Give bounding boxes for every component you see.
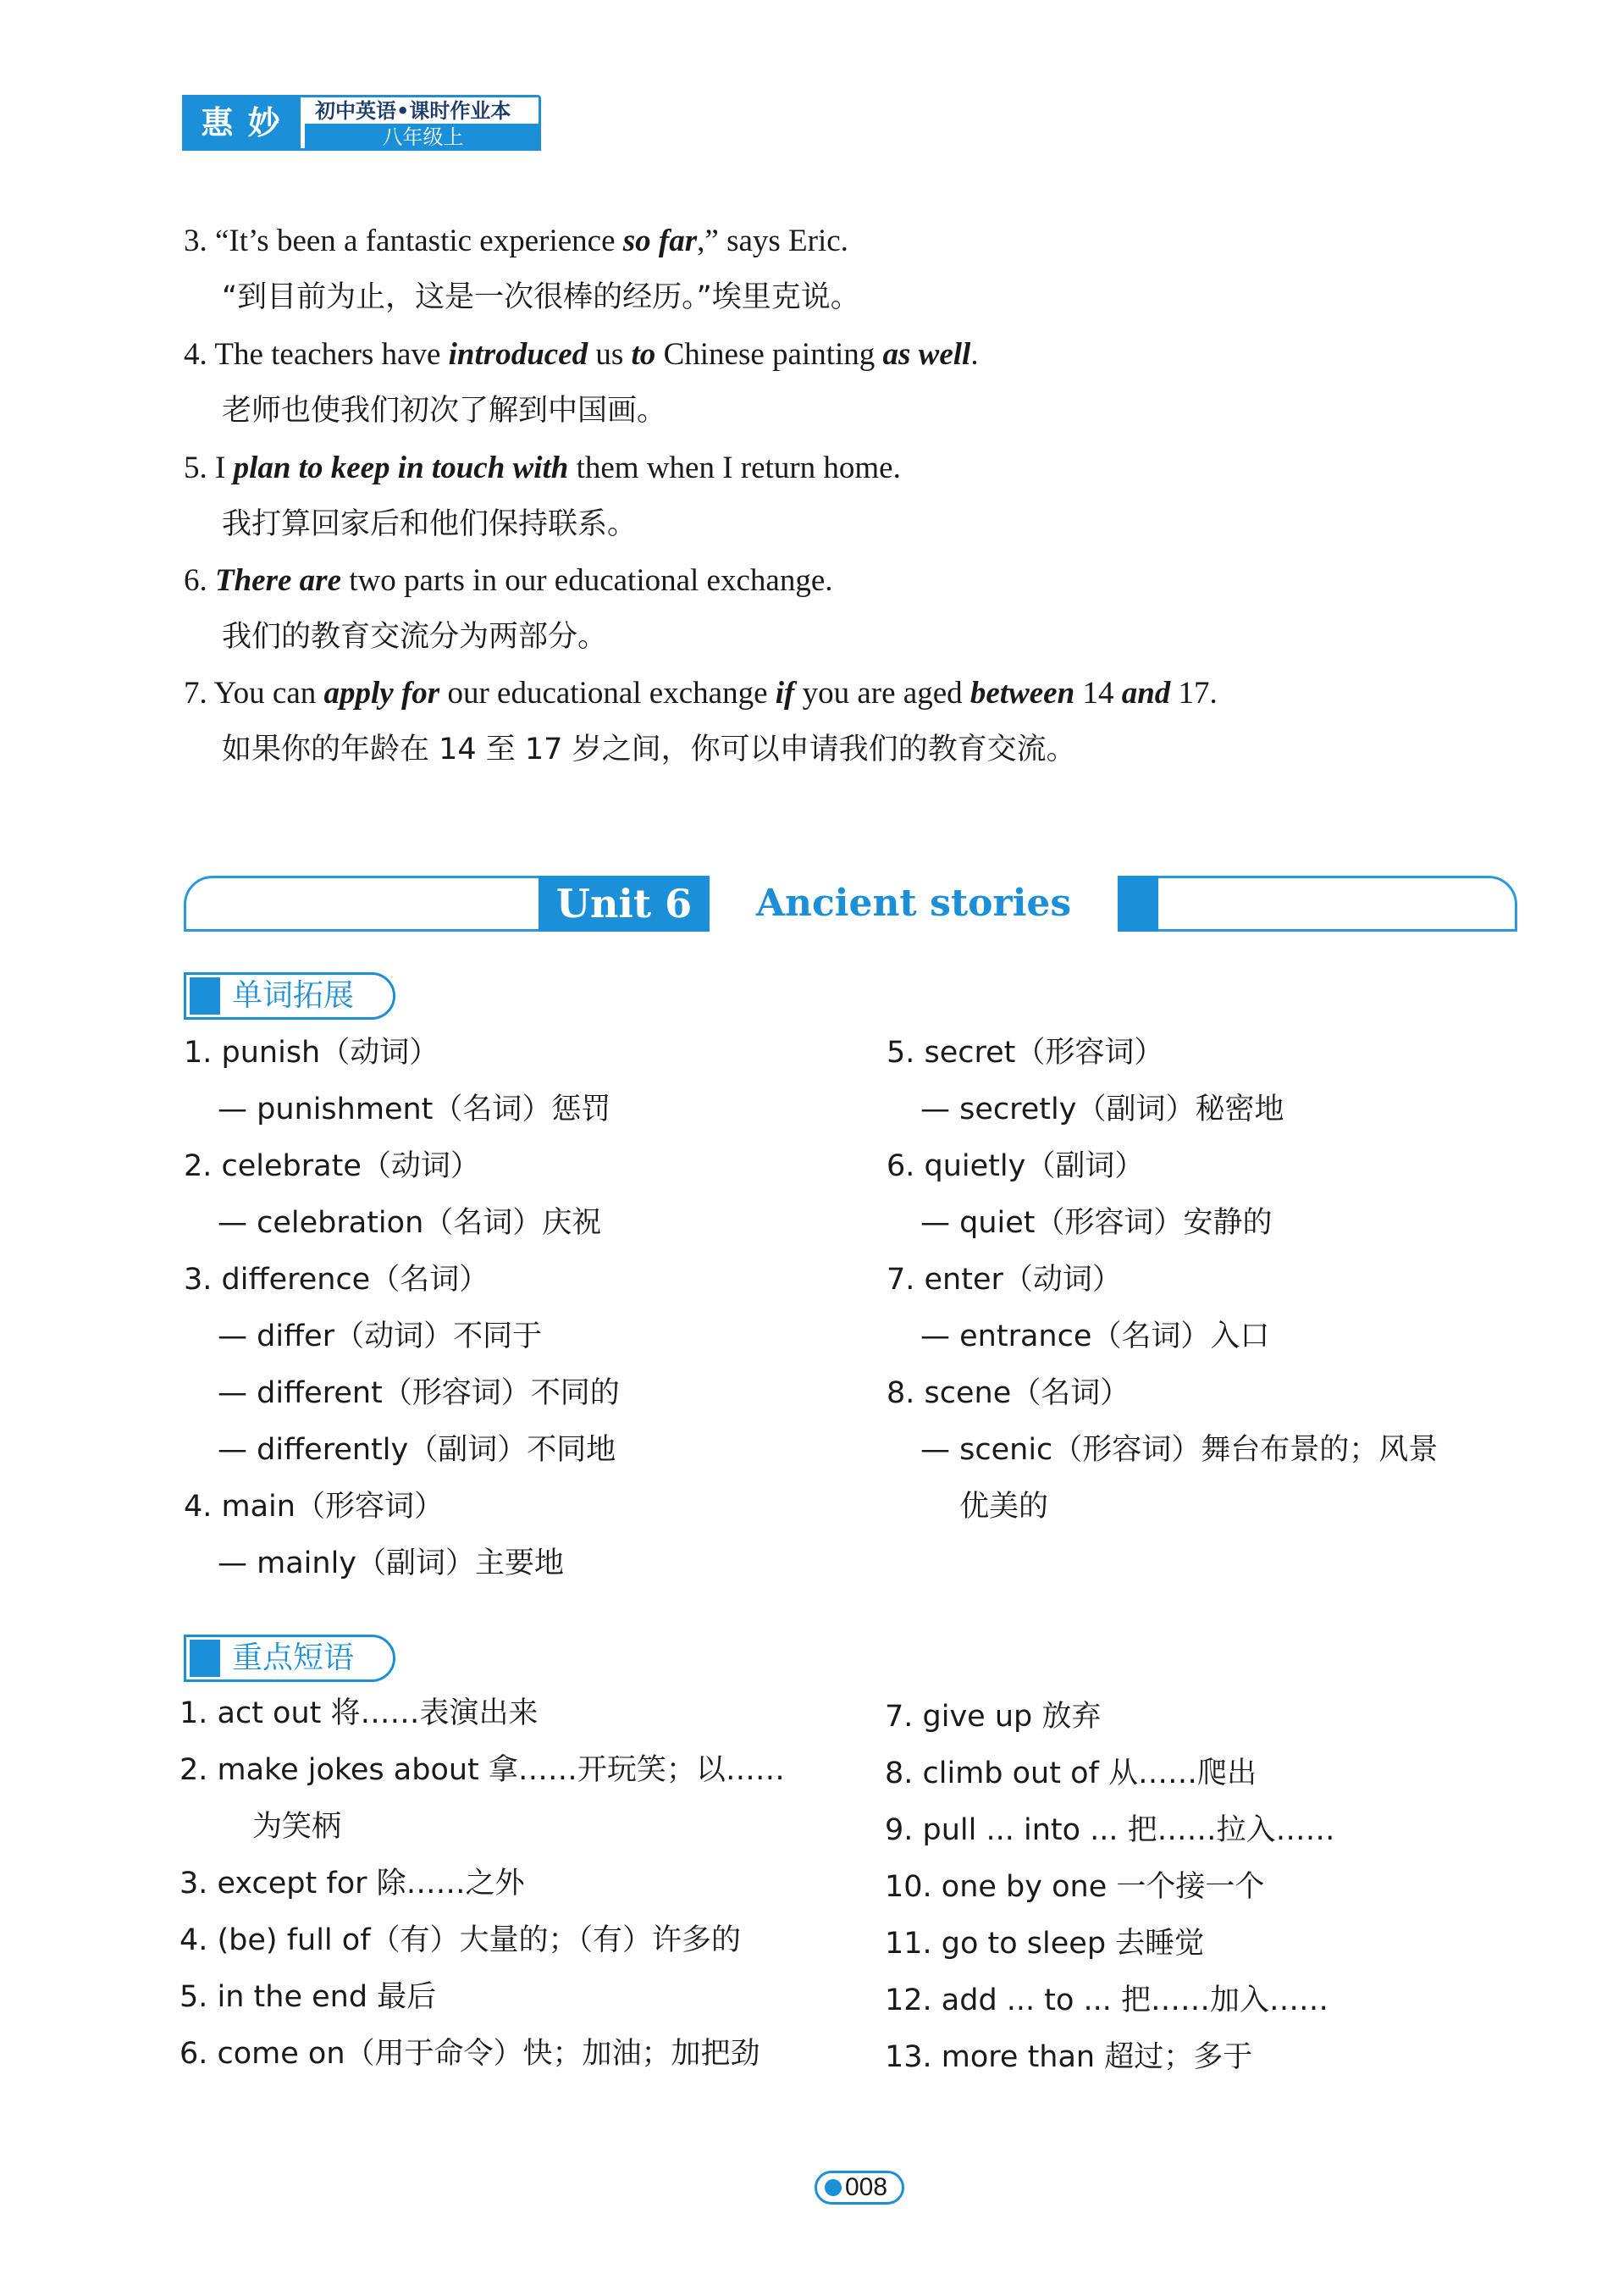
sentence-text: you are aged	[794, 676, 970, 711]
sentence-english	[184, 222, 848, 261]
vocab-heading: 单词拓展	[232, 978, 355, 1013]
vocab-item: — celebration（名词）庆祝	[218, 1206, 602, 1240]
sentence-text: two parts in our educational exchange.	[341, 563, 833, 598]
phrase-item: 3. except for 除……之外	[180, 1867, 525, 1901]
phrases-heading: 重点短语	[232, 1640, 355, 1675]
grade-label: 八年级上	[305, 124, 541, 151]
key-phrase: plan to keep in touch with	[233, 451, 569, 485]
phrase-item: 10. one by one 一个接一个	[885, 1870, 1265, 1904]
unit-banner-bar	[1118, 876, 1158, 932]
book-series-title: 初中英语•课时作业本	[315, 99, 511, 123]
phrase-item: 9. pull ... into ... 把……拉入……	[885, 1813, 1335, 1847]
phrase-item: 12. add ... to ... 把……加入……	[885, 1984, 1329, 2017]
key-phrase: if	[775, 676, 795, 711]
key-phrase: between	[969, 676, 1075, 711]
sentence-english	[184, 335, 979, 374]
vocab-item: 4. main（形容词）	[184, 1490, 444, 1524]
phrase-item: 13. more than 超过；多于	[885, 2040, 1253, 2074]
vocab-item: — differ（动词）不同于	[218, 1320, 543, 1353]
phrase-item: 11. go to sleep 去睡觉	[885, 1927, 1205, 1961]
sentence-chinese: 我打算回家后和他们保持联系。	[222, 507, 638, 541]
sentence-text: Chinese painting	[655, 337, 883, 372]
sentence-text: You can	[213, 676, 324, 711]
sentence-number: 4.	[184, 337, 215, 372]
sentence-number: 5.	[184, 451, 215, 485]
phrases-heading-marker	[190, 1640, 220, 1677]
vocab-item: — punishment（名词）惩罚	[218, 1093, 611, 1126]
key-phrase: and	[1121, 676, 1171, 711]
key-phrase: to	[631, 337, 656, 372]
sentence-text: us	[588, 337, 632, 372]
sentence-text: 17.	[1170, 676, 1218, 711]
sentence-text: them when I return home.	[568, 451, 901, 485]
sentence-number: 7.	[184, 676, 214, 711]
vocab-heading-marker	[190, 977, 220, 1015]
vocab-item: 6. quietly（副词）	[887, 1149, 1145, 1183]
sentence-chinese: “到目前为止，这是一次很棒的经历。”埃里克说。	[222, 280, 860, 314]
phrase-item: 1. act out 将……表演出来	[180, 1696, 539, 1730]
vocab-item: 7. enter（动词）	[887, 1263, 1122, 1297]
key-phrase: as well	[882, 337, 971, 372]
vocab-item: — different（形容词）不同的	[218, 1376, 620, 1410]
sentence-chinese: 我们的教育交流分为两部分。	[222, 620, 608, 654]
page-number-dot	[825, 2179, 842, 2196]
sentence-text: I	[215, 451, 234, 485]
sentence-english	[184, 674, 1218, 713]
sentence-text: ,” says Eric.	[697, 224, 848, 258]
phrase-item: 为笑柄	[252, 1810, 342, 1844]
key-phrase: apply for	[323, 676, 440, 711]
phrase-item: 8. climb out of 从……爬出	[885, 1757, 1257, 1790]
page-number: 008	[845, 2173, 888, 2201]
sentence-chinese: 如果你的年龄在 14 至 17 岁之间，你可以申请我们的教育交流。	[222, 733, 1076, 766]
vocab-item: 3. difference（名词）	[184, 1263, 489, 1297]
phrase-item: 7. give up 放弃	[885, 1700, 1102, 1734]
brand-logo: 惠 妙 金卷	[182, 95, 301, 151]
sentence-english	[184, 562, 833, 600]
key-phrase: There are	[215, 563, 341, 598]
sentence-text: 14	[1074, 676, 1122, 711]
vocab-item: — quiet（形容词）安静的	[920, 1206, 1273, 1240]
sentence-number: 3.	[184, 224, 215, 258]
vocab-item: 2. celebrate（动词）	[184, 1149, 480, 1183]
unit-title: Ancient stories	[710, 876, 1118, 932]
vocab-item: 5. secret（形容词）	[887, 1036, 1164, 1070]
phrase-item: 6. come on（用于命令）快；加油；加把劲	[180, 2037, 760, 2071]
vocab-item: 优美的	[959, 1490, 1049, 1524]
sentence-number: 6.	[184, 563, 215, 598]
phrase-item: 2. make jokes about 拿……开玩笑；以……	[180, 1753, 785, 1787]
sentence-text: The teachers have	[214, 337, 449, 372]
vocab-item: — secretly（副词）秘密地	[920, 1093, 1284, 1126]
vocab-item: — scenic（形容词）舞台布景的；风景	[920, 1433, 1439, 1467]
unit-label: Unit 6	[539, 876, 710, 932]
vocab-item: 8. scene（名词）	[887, 1376, 1130, 1410]
sentence-text: “It’s been a fantastic experience	[215, 224, 623, 258]
sentence-chinese: 老师也使我们初次了解到中国画。	[222, 394, 667, 428]
vocab-item: — mainly（副词）主要地	[218, 1546, 565, 1580]
vocab-item: — differently（副词）不同地	[218, 1433, 616, 1467]
vocab-item: 1. punish（动词）	[184, 1036, 439, 1070]
key-phrase: introduced	[448, 337, 588, 372]
vocab-item: — entrance（名词）入口	[920, 1320, 1270, 1353]
sentence-english	[184, 449, 901, 488]
phrase-item: 4. (be) full of（有）大量的；（有）许多的	[180, 1923, 742, 1957]
key-phrase: so far	[622, 224, 698, 258]
phrase-item: 5. in the end 最后	[180, 1980, 437, 2014]
sentence-text: our educational exchange	[439, 676, 776, 711]
sentence-text: .	[970, 337, 979, 372]
